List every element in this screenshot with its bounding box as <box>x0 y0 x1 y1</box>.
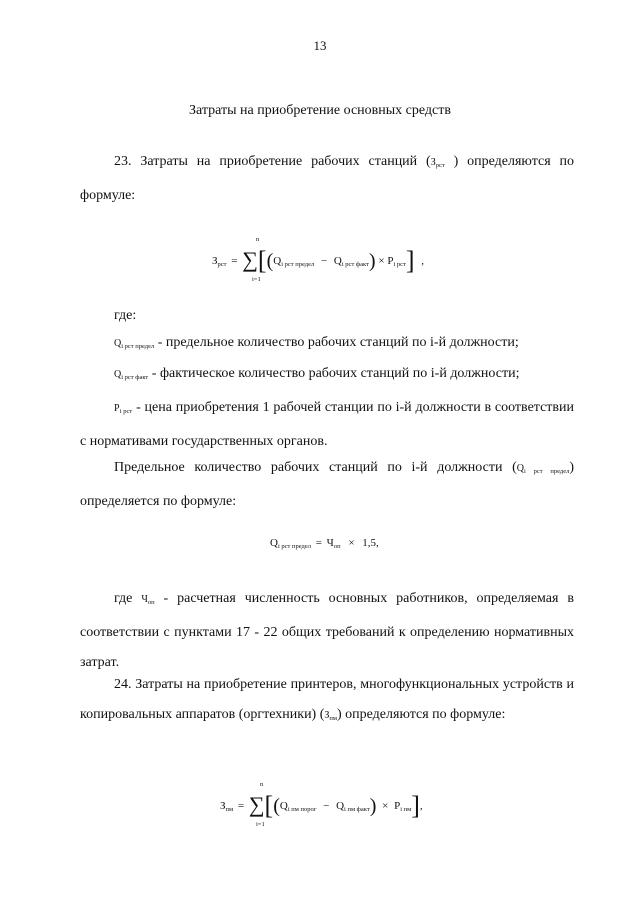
paragraph-23 <box>80 147 574 211</box>
paragraph-limit: Предельное количество рабочих станций по i-й должности $(Q_{i рст предел})$ определяется по формуле: <box>80 460 575 509</box>
formula-workstations-cost: $З_{рст} = \sum[(Q_{i рст предел} - Q_{i рст факт}) \times P_{i рст}]$ , n i=1 <box>212 236 425 283</box>
section-heading: Затраты на приобретение основных средств <box>189 103 451 118</box>
page-number: 13 <box>313 38 327 53</box>
formula-office-equipment-cost: $З_{пм} = \sum[(Q_{i пм порог} - Q_{i пм факт}) \times P_{i пм}]$, n i=1 <box>220 781 423 828</box>
where-label: где: <box>114 308 137 323</box>
sum-sign: ∑ <box>242 247 258 272</box>
definition-q-fact: $Q_{i рст факт}$ - фактическое количество рабочих станций по i-й должности; <box>114 366 520 381</box>
symbol-z-rst: $З_{рст}$ <box>430 157 445 169</box>
definition-price: $P_{i рст}$ - цена приобретения 1 рабочей станции по i-й должности в соответствии с нормативами государственных органов. <box>80 400 575 449</box>
definition-q-limit: $Q_{i рст предел}$ - предельное количество рабочих станций по i-й должности; <box>114 335 519 350</box>
sum-sign: ∑ <box>248 792 265 817</box>
paragraph-23-text-end: ) определяются по формуле: <box>80 154 575 203</box>
definition-headcount: где $Ч_{оп}$ - расчетная численность основных работников, определяемая в соответствии с пунктами 17 - 22 общих требований к определению нормативных затрат. <box>80 591 574 670</box>
formula-workstations-limit: $Q_{i рст предел} = Ч_{оп} \times 1,5$, <box>270 537 379 550</box>
paragraph-24: 24. Затраты на приобретение принтеров, многофункциональных устройств и копировальных аппаратов (оргтехники) $(З_{пм})$ определяются по формуле: <box>80 677 574 722</box>
paragraph-23-text-start: 23. Затраты на приобретение рабочих станций ( <box>114 154 431 169</box>
